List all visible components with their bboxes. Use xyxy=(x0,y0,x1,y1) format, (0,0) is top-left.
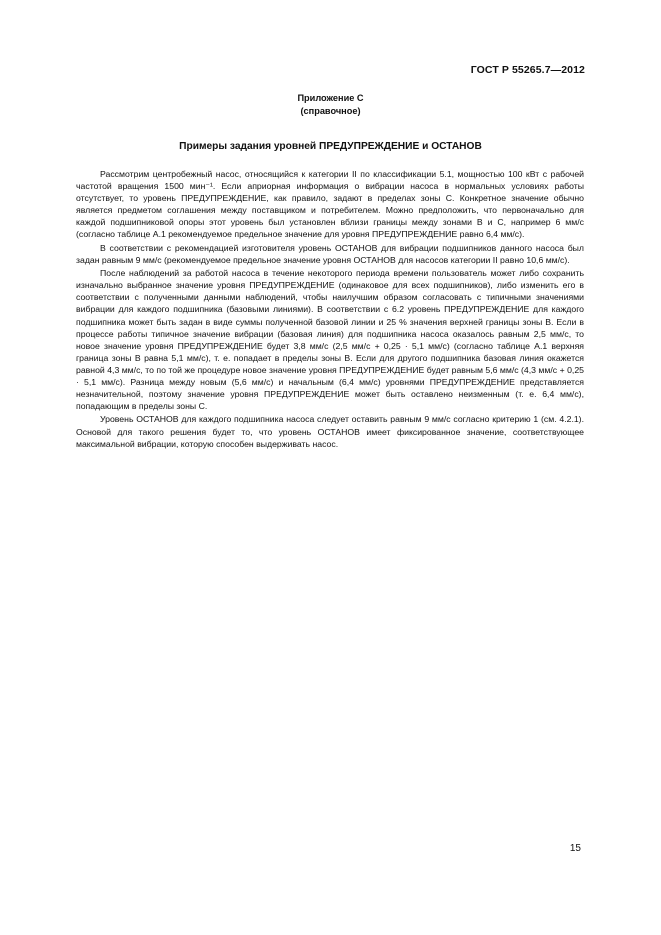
appendix-label: Приложение С xyxy=(297,93,364,103)
appendix-heading xyxy=(0,92,661,117)
page-number: 15 xyxy=(569,843,581,854)
standard-code: ГОСТ Р 55265.7—2012 xyxy=(470,64,585,76)
appendix-note: (справочное) xyxy=(300,105,361,116)
paragraph: Рассмотрим центробежный насос, относящийся к категории II по классификации 5.1, мощностью 100 кВт с рабочей частотой вращения 1500 мин⁻¹. Если априорная информация о вибрации насоса в нормальных условиях работы отсутствует, то уровень ПРЕДУПРЕЖДЕНИЕ, как правило, задают в пределах зоны С. Конкретное значение обычно является предметом соглашения между поставщиком и потребителем. Можно предположить, что первоначально для каждой подшипниковой опоры этот уровень был установлен вблизи границы между зонами В и С, например 6 мм/с (согласно таблице А.1 рекомендуемое предельное значение для уровня ПРЕДУПРЕЖДЕНИЕ равно 6,4 мм/с). xyxy=(76,169,584,240)
section-title: Примеры задания уровней ПРЕДУПРЕЖДЕНИЕ и ОСТАНОВ xyxy=(179,141,482,152)
paragraph: Уровень ОСТАНОВ для каждого подшипника насоса следует оставить равным 9 мм/с согласно критерию 1 (см. 4.2.1). Основой для такого решения будет то, что уровень ОСТАНОВ имеет фиксированное значение, соответствующее максимальной вибрации, которую способен выдерживать насос. xyxy=(76,414,584,449)
paragraph: В соответствии с рекомендацией изготовителя уровень ОСТАНОВ для вибрации подшипников данного насоса был задан равным 9 мм/с (рекомендуемое предельное значение уровня ОСТАНОВ для насосов категории II равно 10,6 мм/с). xyxy=(76,242,584,265)
body-text xyxy=(76,168,584,451)
paragraph: После наблюдений за работой насоса в течение некоторого периода времени пользователь может либо сохранить изначально выбранное значение уровня ПРЕДУПРЕЖДЕНИЕ (одинаковое для всех подшипников), либо изменить его в соответствии с полученными данными наблюдений, чтобы наилучшим образом согласовать с типичными значениями вибрации для каждого подшипника (базовыми линиями). В соответствии с 6.2 уровень ПРЕДУПРЕЖДЕНИЕ для каждого подшипника может быть задан в виде суммы полученной базовой линии и 25 % значения верхней границы зоны В. Если в процессе работы типичное значение вибрации (базовая линия) для подшипника насоса оказалось равным 2,5 мм/с, то новое значение уровня ПРЕДУПРЕЖДЕНИЕ будет 3,8 мм/с (2,5 мм/с + 0,25 · 5,1 мм/с) (согласно таблице А.1 верхняя граница зоны В равна 5,1 мм/с), т. е. попадает в пределы зоны В. Если для другого подшипника базовая линия окажется равной 4,3 мм/с, то по той же процедуре новое значение уровня ПРЕДУПРЕЖДЕНИЕ будет равным 5,6 мм/с (4,3 мм/с + 0,25 · 5,1 мм/с). Разница между новым (5,6 мм/с) и начальным (6,4 мм/с) уровнями ПРЕДУПРЕЖДЕНИЕ представляется незначительной, поэтому значение уровня ПРЕДУПРЕЖДЕНИЕ может быть оставлено неизменным (т. е. 6,4 мм/с), попадающим в пределы зоны С. xyxy=(76,268,584,412)
